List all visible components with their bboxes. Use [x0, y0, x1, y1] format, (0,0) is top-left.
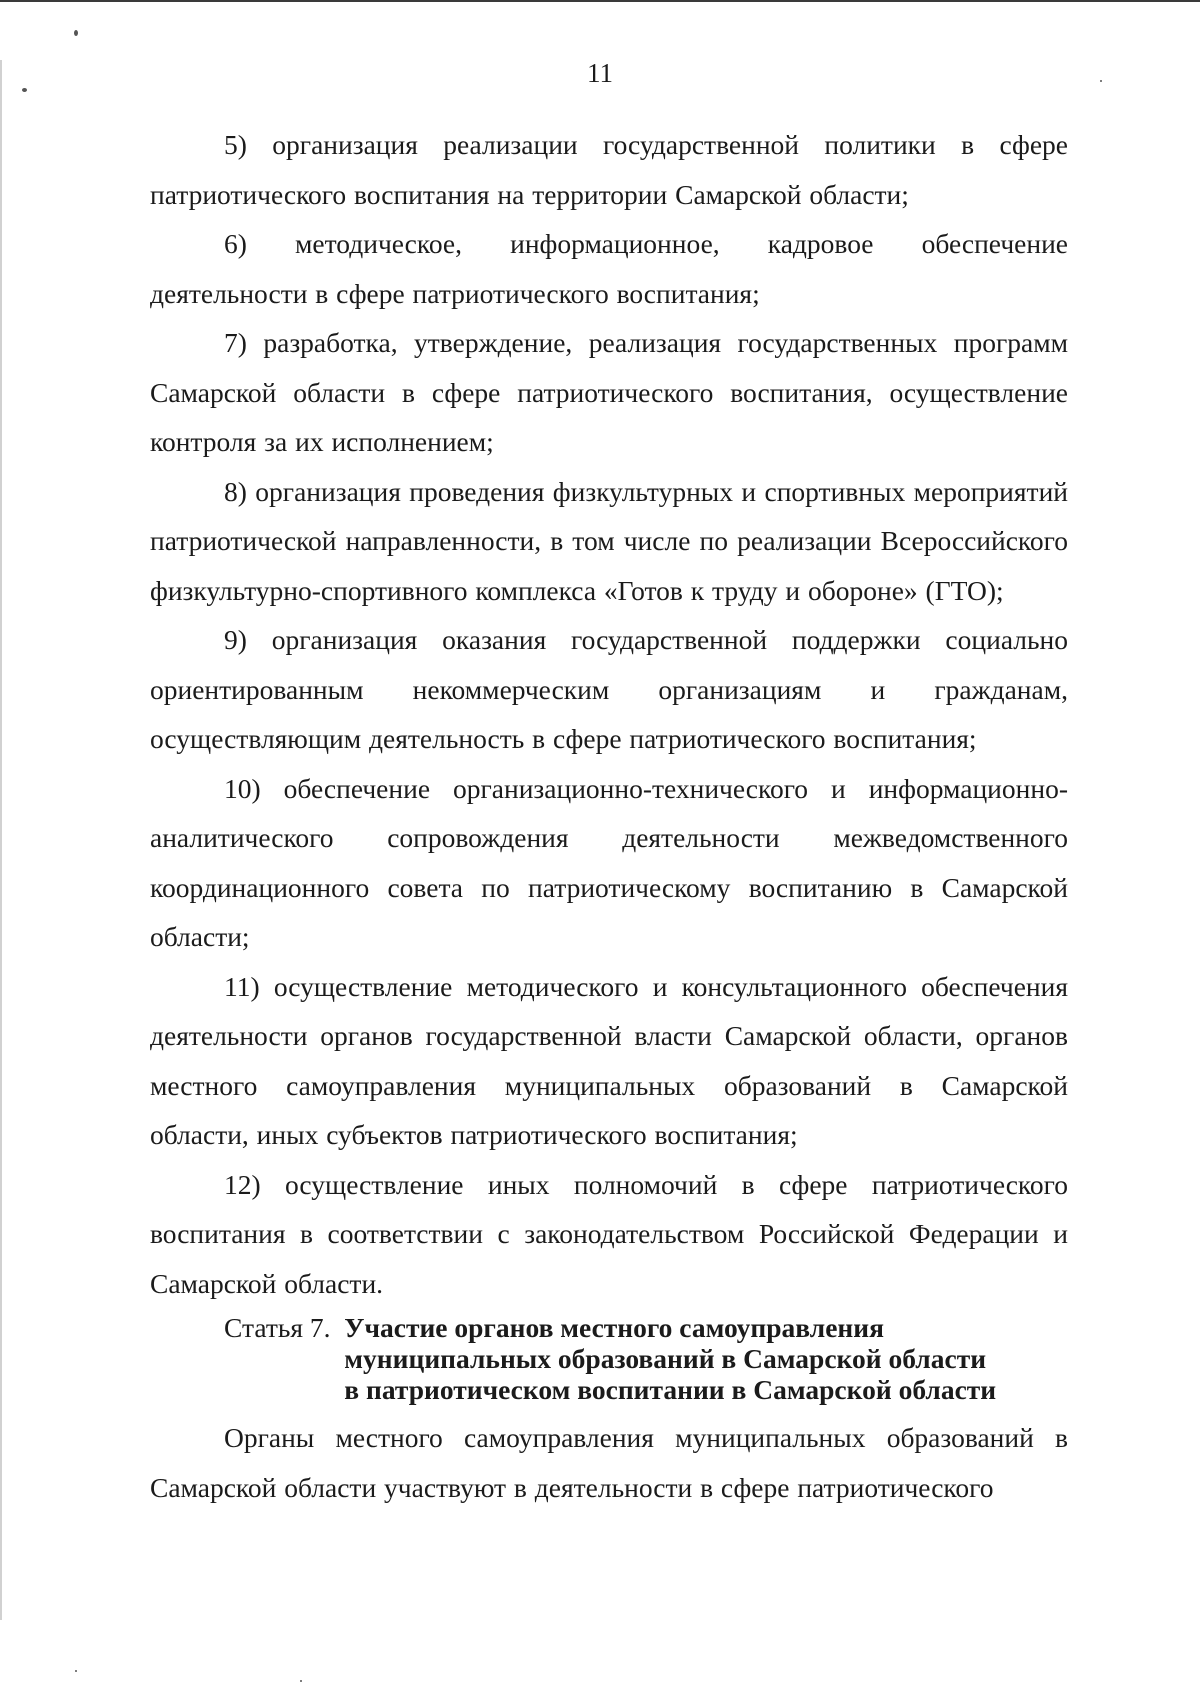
article-title-line-2: муниципальных образований в Самарской области	[344, 1343, 987, 1374]
list-item-5: 5) организация реализации государственной политики в сфере патриотического воспитания на территории Самарской области;	[150, 129, 1068, 210]
article-label: Статья 7.	[224, 1312, 331, 1343]
scan-speck	[74, 30, 78, 36]
scan-speck	[1100, 80, 1102, 82]
scan-edge-left	[0, 60, 2, 1620]
article-title-line-1: Участие органов местного самоуправления	[344, 1312, 884, 1343]
list-item-9: 9) организация оказания государственной поддержки социально ориентированным некоммерческим организациям и гражданам, осуществляющим деятельность в сфере патриотического воспитания;	[150, 624, 1068, 754]
list-item-12: 12) осуществление иных полномочий в сфере патриотического воспитания в соответствии с законодательством Российской Федерации и Самарской области.	[150, 1168, 1068, 1299]
article-body: Органы местного самоуправления муниципальных образований в Самарской области участвуют в деятельности в сфере патриотического	[150, 1422, 1068, 1503]
list-item-8: 8) организация проведения физкультурных и спортивных мероприятий патриотической направленности, в том числе по реализации Всероссийского физкультурно-спортивного комплекса «Готов к труду и обороне» (ГТО);	[150, 475, 1068, 606]
list-item-6: 6) методическое, информационное, кадровое обеспечение деятельности в сфере патриотического воспитания;	[150, 228, 1068, 309]
article-title-line-3: в патриотическом воспитании в Самарской области	[344, 1374, 997, 1405]
scan-edge-top	[0, 0, 1200, 2]
article-title	[344, 1312, 996, 1405]
document-body	[150, 120, 1068, 1512]
article-heading	[224, 1312, 1068, 1405]
scan-speck	[300, 1680, 302, 1682]
scan-speck	[22, 88, 27, 92]
list-item-7: 7) разработка, утверждение, реализация государственных программ Самарской области в сфере патриотического воспитания, осуществление контроля за их исполнением;	[150, 327, 1068, 457]
list-item-11: 11) осуществление методического и консультационного обеспечения деятельности органов государственной власти Самарской области, органов местного самоуправления муниципальных образований в Самарской области, иных субъектов патриотического воспитания;	[150, 970, 1068, 1150]
page-number: 11	[587, 58, 613, 88]
list-item-10: 10) обеспечение организационно-технического и информационно-аналитического сопровождения деятельности межведомственного координационного совета по патриотическому воспитанию в Самарской области;	[150, 772, 1068, 952]
scan-speck	[75, 1670, 77, 1672]
